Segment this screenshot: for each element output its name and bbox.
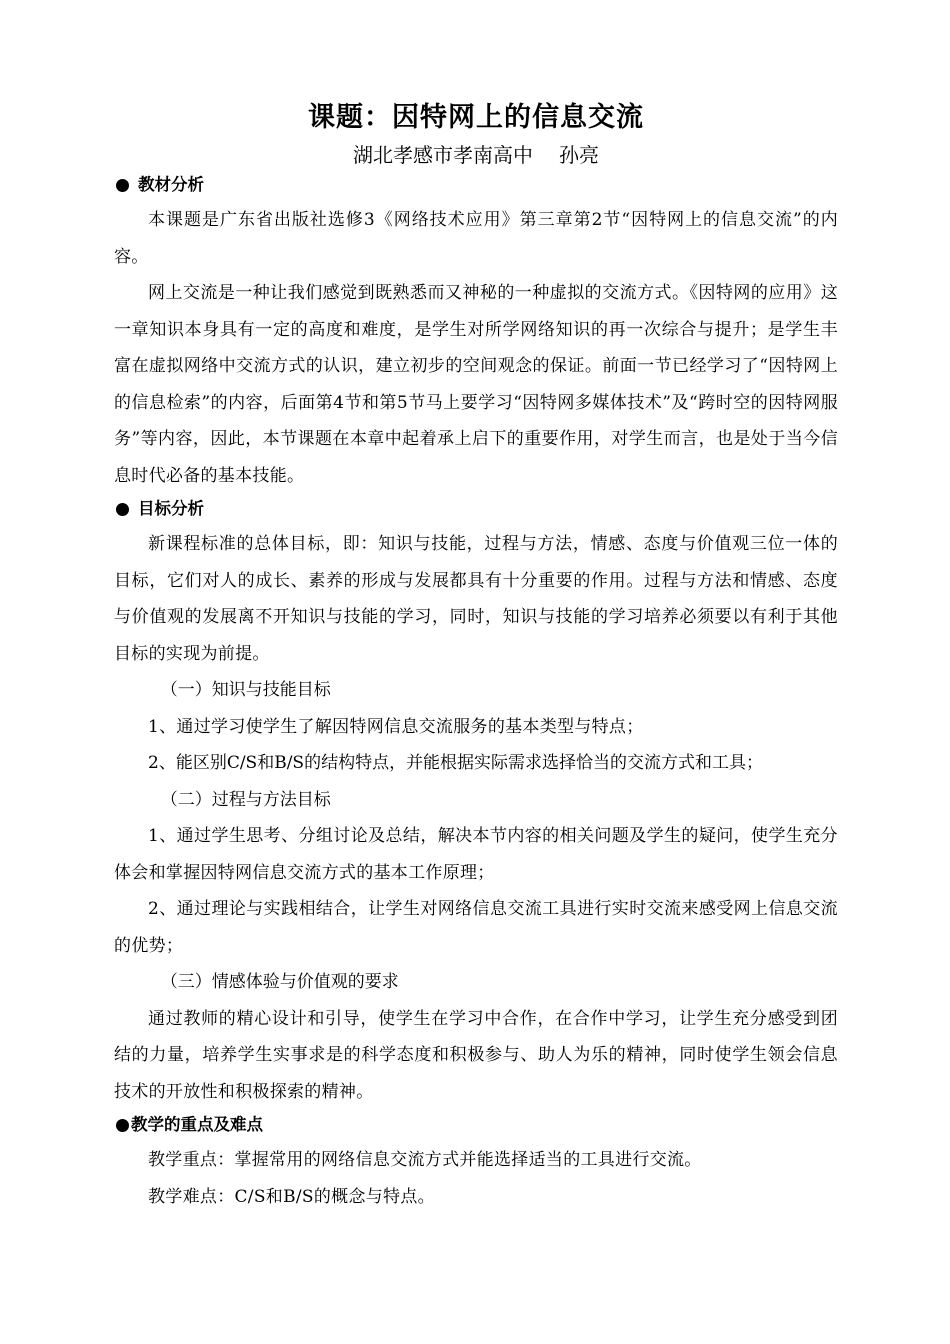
bullet-icon xyxy=(116,179,129,192)
goal-group-title: （一）知识与技能目标 xyxy=(160,680,331,700)
key-point: 教学重点：掌握常用的网络信息交流方式并能选择适当的工具进行交流。 xyxy=(148,1150,702,1170)
paragraph: 新课程标准的总体目标，即：知识与技能，过程与方法，情感、态度与价值观三位一体的目标，它们对人的成长、素养的形成与发展都具有十分重要的作用。过程与方法和情感、态度与价值观的发展离不开知识与技能的学习，同时，知识与技能的学习培养必须要以有利于其他目标的实现为前提。 xyxy=(114,534,838,664)
difficult-point: 教学难点：C/S和B/S的概念与特点。 xyxy=(148,1186,435,1207)
section-heading-label: 目标分析 xyxy=(138,499,204,518)
goal-item: 2、能区别C/S和B/S的结构特点，并能根据实际需求选择恰当的交流方式和工具； xyxy=(148,753,764,773)
document-author-line xyxy=(114,140,838,170)
author-school: 湖北孝感市孝南高中 xyxy=(353,143,533,167)
goal-group-title: （二）过程与方法目标 xyxy=(160,789,331,810)
goal-item: 2、通过理论与实践相结合，让学生对网络信息交流工具进行实时交流来感受网上信息交流的优势； xyxy=(114,899,838,956)
bullet-icon xyxy=(116,503,129,516)
paragraph: 网上交流是一种让我们感觉到既熟悉而又神秘的一种虚拟的交流方式。《因特网的应用》这一章知识本身具有一定的高度和难度，是学生对所学网络知识的再一次综合与提升；是学生丰富在虚拟网络中交流方式的认识，建立初步的空间观念的保证。前面一节已经学习了“因特网上的信息检索”的内容，后面第4节和第5节马上要学习“因特网多媒体技术”及“跨时空的因特网服务”等内容，因此，本节课题在本章中起着承上启下的重要作用，对学生而言，也是处于当今信息时代必备的基本技能。 xyxy=(114,283,838,486)
section-heading-label: 教学的重点及难点 xyxy=(131,1115,263,1134)
document-title: 课题：因特网上的信息交流 xyxy=(308,102,644,133)
section-heading-material-analysis xyxy=(114,170,838,200)
document-page xyxy=(114,96,838,1215)
author-name: 孙亮 xyxy=(559,143,599,167)
section-heading-goal-analysis xyxy=(114,494,838,524)
paragraph: 通过教师的精心设计和引导，使学生在学习中合作，在合作中学习，让学生充分感受到团结的力量，培养学生实事求是的科学态度和积极参与、助人为乐的精神，同时使学生领会信息技术的开放性和积极探索的精神。 xyxy=(114,1008,838,1102)
goal-group-title: （三）情感体验与价值观的要求 xyxy=(160,972,399,992)
section-heading-key-points xyxy=(114,1110,838,1140)
goal-item: 1、通过学习使学生了解因特网信息交流服务的基本类型与特点； xyxy=(148,716,644,737)
goal-item: 1、通过学生思考、分组讨论及总结，解决本节内容的相关问题及学生的疑问，使学生充分体会和掌握因特网信息交流方式的基本工作原理； xyxy=(114,826,838,883)
bullet-icon xyxy=(116,1119,129,1132)
paragraph: 本课题是广东省出版社选修3《网络技术应用》第三章第2节“因特网上的信息交流”的内容。 xyxy=(114,210,838,267)
section-heading-label: 教材分析 xyxy=(138,175,204,194)
